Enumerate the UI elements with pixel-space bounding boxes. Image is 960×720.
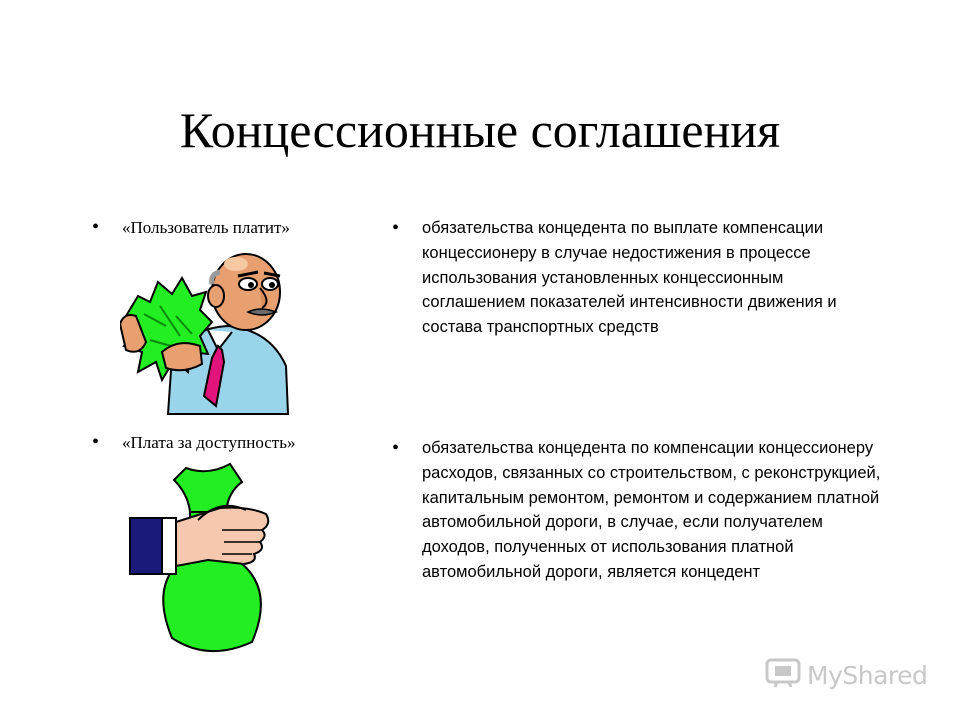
myshared-logo-icon xyxy=(765,658,801,693)
right-bullet-text: обязательства концедента по выплате компенсации концессионеру в случае недостижения в процессе использования установленных концессионным соглашением показателей интенсивности движения и состава транспортных средств xyxy=(422,219,837,337)
left-bullet-label: «Пользователь платит» xyxy=(122,218,290,237)
watermark-text: MyShared xyxy=(807,661,928,690)
bullet-marker: • xyxy=(92,431,100,453)
right-bullet-cost-compensation xyxy=(392,436,882,585)
left-bullet-label: «Плата за доступность» xyxy=(122,433,296,452)
right-bullet-traffic-compensation xyxy=(392,216,882,340)
hand-with-money-bag-icon xyxy=(128,462,288,662)
bullet-marker: • xyxy=(392,437,400,459)
slide-title: Концессионные соглашения xyxy=(179,102,781,158)
left-bullet-availability-fee xyxy=(92,430,295,455)
man-with-money-icon xyxy=(120,246,290,416)
bullet-marker: • xyxy=(392,217,400,239)
right-bullet-text: обязательства концедента по компенсации концессионеру расходов, связанных со строительством, с реконструкцией, капитальным ремонтом, ремонтом и содержанием платной автомобильной дороги, в случае, если получателем доходов, полученных от использования платной автомобильной дороги, является концедент xyxy=(422,439,881,581)
bullet-marker: • xyxy=(92,216,100,238)
left-bullet-user-pays xyxy=(92,215,290,240)
myshared-watermark xyxy=(765,658,927,693)
